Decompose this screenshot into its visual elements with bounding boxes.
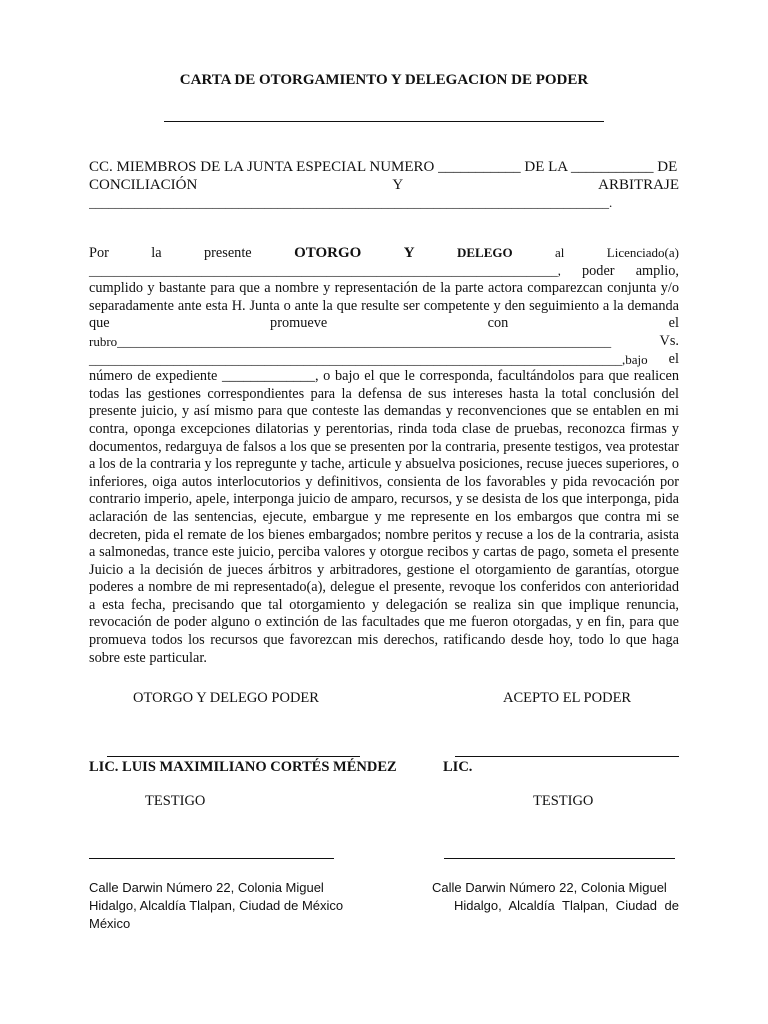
- body-word: Licenciado(a): [606, 245, 679, 260]
- left-witness-label: TESTIGO: [145, 793, 206, 809]
- body-word: Por: [89, 245, 109, 261]
- body-blank: __________________________________________________________________________________,bajo: [89, 351, 648, 367]
- document-title: CARTA DE OTORGAMIENTO Y DELEGACION DE PODER: [179, 72, 589, 88]
- address-line: Hidalgo, Alcaldía Tlalpan, Ciudad de México: [89, 898, 344, 913]
- addressee-block: [89, 158, 679, 212]
- addressee-word: ARBITRAJE: [598, 177, 679, 193]
- body-line-5: [89, 315, 679, 333]
- addressee-text: CC. MIEMBROS DE LA JUNTA ESPECIAL NUMERO ___________ DE LA ___________ DE: [89, 159, 678, 175]
- body-word-delego: DELEGO: [456, 245, 513, 260]
- body-text: [89, 244, 679, 667]
- body-word-otorgo: OTORGO: [294, 245, 362, 261]
- body-blank: rubro____________________________________________________________________________: [89, 333, 612, 349]
- body-word: que: [89, 315, 110, 332]
- body-word: presente: [204, 245, 252, 261]
- body-paragraph: número de expediente _____________, o bajo el que le corresponda, facultándolos para que realicen todas las gestiones correspondientes para la defensa de sus intereses hasta la total conclusión del presente juicio, y así mismo para que conteste las demandas y reconvenciones que se entablen en mi contra, oponga excepciones dilatorias y perentorias, rinda toda clase de pruebas, reconozca firmas y documentos, redarguya de falsos a los que se presenten por la contraria, presente testigos, vea protestar a los de la contraria y los repregunte y tache, articule y absuelva posiciones, recuse jueces superiores, o inferiores, oiga autos interlocutorios y definitivos, consienta de los favorables y pida revocación por contrario imperio, apele, interponga juicio de amparo, recursos, y se desista de los que interponga, pida aclaración de las sentencias, ejecute, embargue y me represente en los embargos que contra mi se decreten, pida el remate de los bienes embargados; nombre peritos y recuse a los de la contraria, asista a salmonedas, trance este juicio, perciba valores y otorgue recibos y cartas de pago, someta el presente Juicio a la decisión de jueces árbitros y arbitradores, gestione el otorgamiento de garantías, otorgue poderes a nombre de mi representado(a), delegue el presente, revoque los conferidos con anterioridad a esta fecha, precisando que tal otorgamiento y delegación se realiza sin que implique renuncia, revocación de poder alguno o extinción de las facultades que me fueron otorgadas, y en fin, para que promueva todos los recursos que favorezcan mis derechos, ratificando desde hoy, todo lo que haga sobre este particular.: [89, 368, 679, 666]
- address-line: México: [89, 916, 131, 931]
- title-underline: [164, 121, 604, 122]
- right-witness-address: [432, 879, 679, 915]
- right-signature-heading: ACEPTO EL PODER: [503, 690, 632, 706]
- addressee-word: Y: [392, 177, 404, 193]
- body-word: poder: [582, 262, 615, 279]
- body-line-2: [89, 263, 679, 281]
- left-witness-line: [89, 858, 334, 859]
- addressee-line-3: ________________________________________________________________________________.: [89, 195, 613, 210]
- body-word: al: [555, 245, 565, 260]
- addressee-word: CONCILIACIÓN: [89, 177, 198, 193]
- body-word: amplio,: [635, 262, 679, 279]
- body-line-1: [89, 244, 679, 263]
- address-line: Calle Darwin Número 22, Colonia Miguel: [89, 880, 324, 895]
- address-line: Calle Darwin Número 22, Colonia Miguel: [432, 880, 667, 895]
- right-witness-line: [444, 858, 675, 859]
- body-line-4: separadamente ante esta H. Junta o ante la que resulte ser competente y den seguimiento a la demanda: [89, 297, 679, 314]
- body-word: el: [668, 315, 679, 332]
- body-blank: ___________________________________________________________________________,: [89, 263, 561, 278]
- right-signature-line: [455, 756, 679, 757]
- body-word: con: [487, 315, 509, 332]
- body-line-3: cumplido y bastante para que a nombre y representación de la parte actora comparezcan conjunta y/o: [89, 280, 679, 297]
- body-word: Vs.: [659, 332, 679, 349]
- body-word-y: Y: [403, 245, 415, 261]
- left-signer-name: LIC. LUIS MAXIMILIANO CORTÉS MÉNDEZ: [89, 759, 397, 775]
- address-line: Hidalgo, Alcaldía Tlalpan, Ciudad de: [454, 898, 679, 913]
- left-witness-address: [89, 879, 389, 933]
- right-signer-name: LIC.: [443, 759, 473, 775]
- left-signature-line: [107, 756, 360, 757]
- addressee-line-2: [89, 176, 679, 194]
- body-word: la: [151, 245, 162, 261]
- body-line-7: [89, 351, 679, 369]
- body-line-6: [89, 333, 679, 351]
- right-witness-label: TESTIGO: [533, 793, 594, 809]
- body-word: el: [668, 350, 679, 367]
- left-signature-heading: OTORGO Y DELEGO PODER: [133, 690, 319, 706]
- addressee-line-1: [89, 158, 679, 176]
- body-word: promueve: [270, 315, 328, 332]
